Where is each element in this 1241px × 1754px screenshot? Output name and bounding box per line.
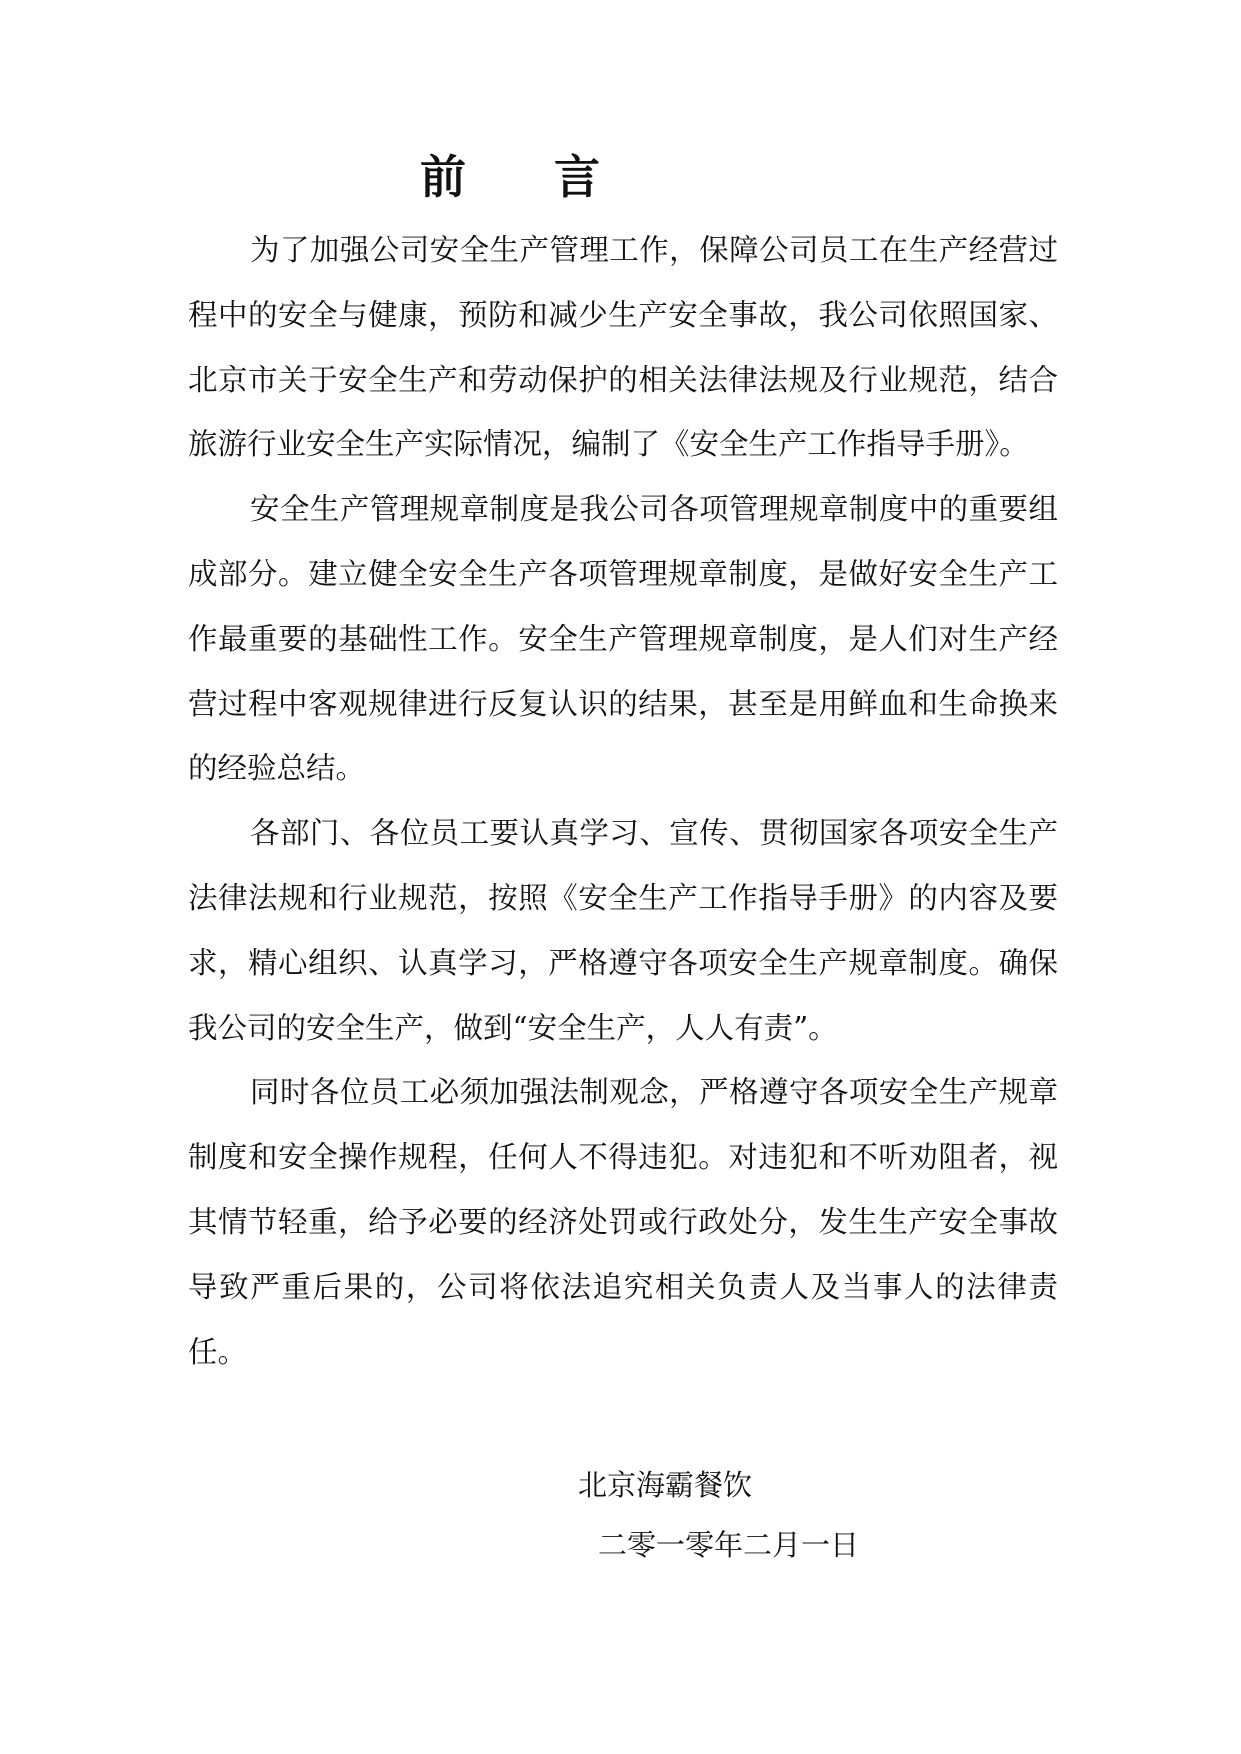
page-title bbox=[420, 150, 602, 205]
title-char-1: 前 bbox=[420, 150, 468, 204]
paragraph-4: 同时各位员工必须加强法制观念，严格遵守各项安全生产规章制度和安全操作规程，任何人不得违犯。对违犯和不听劝阻者，视其情节轻重，给予必要的经济处罚或行政处分，发生生产安全事故导致严重后果的，公司将依法追究相关负责人及当事人的法律责任。 bbox=[188, 1075, 1058, 1369]
signature-company: 北京海霸餐饮 bbox=[578, 1468, 753, 1502]
preface-body bbox=[188, 218, 1058, 1384]
paragraph-2: 安全生产管理规章制度是我公司各项管理规章制度中的重要组成部分。建立健全安全生产各项管理规章制度，是做好安全生产工作最重要的基础性工作。安全生产管理规章制度，是人们对生产经营过程中客观规律进行反复认识的结果，甚至是用鲜血和生命换来的经验总结。 bbox=[188, 492, 1058, 786]
title-char-2: 言 bbox=[554, 150, 602, 204]
signature-date: 二零一零年二月一日 bbox=[598, 1528, 860, 1562]
paragraph-1: 为了加强公司安全生产管理工作，保障公司员工在生产经营过程中的安全与健康，预防和减少生产安全事故，我公司依照国家、北京市关于安全生产和劳动保护的相关法律法规及行业规范，结合旅游行业安全生产实际情况，编制了《安全生产工作指导手册》。 bbox=[188, 233, 1058, 462]
paragraph-3: 各部门、各位员工要认真学习、宣传、贯彻国家各项安全生产法律法规和行业规范，按照《安全生产工作指导手册》的内容及要求，精心组织、认真学习，严格遵守各项安全生产规章制度。确保我公司的安全生产，做到“安全生产，人人有责”。 bbox=[188, 816, 1058, 1045]
